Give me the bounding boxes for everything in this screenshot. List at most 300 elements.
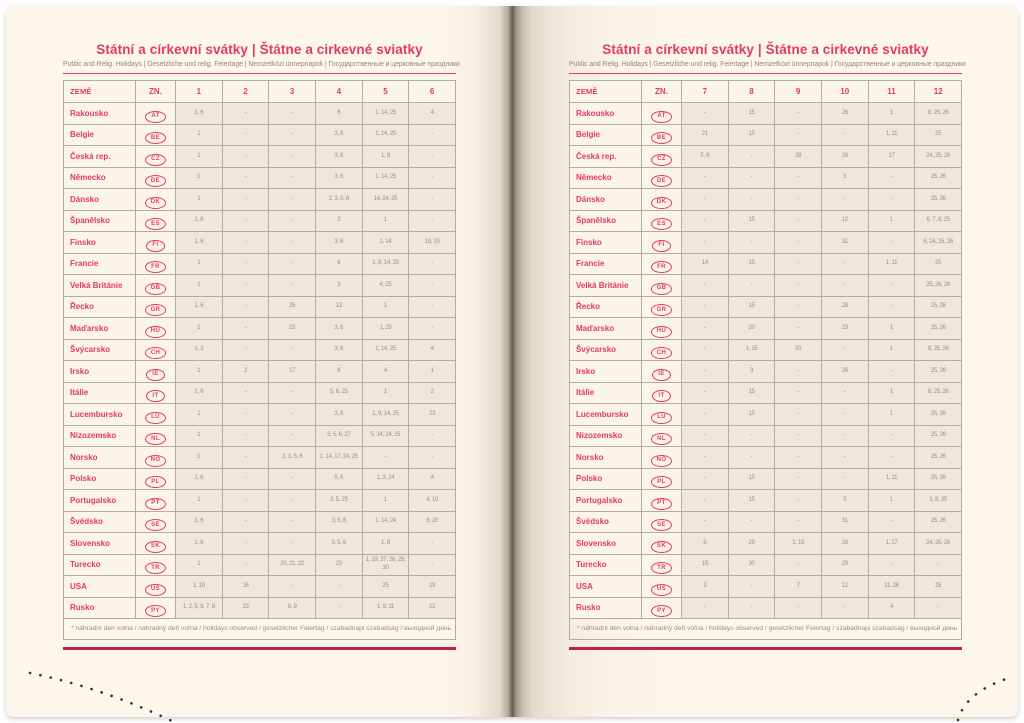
holiday-days-cell: -	[775, 382, 822, 404]
table-row	[570, 597, 962, 619]
holiday-days-cell: -	[868, 167, 915, 189]
holiday-days-cell: -	[682, 468, 729, 490]
holiday-days-cell: -	[409, 554, 456, 576]
holiday-days-cell: 6	[315, 253, 362, 275]
holiday-days-cell: 15	[728, 468, 775, 490]
footnote: * náhradní den volna / náhradný deň voľna / holidays observed / gesetzlicher Feiertag / szabadnapi szabadság / выходной день	[63, 618, 456, 640]
holiday-days-cell: 11, 26	[868, 576, 915, 598]
holiday-days-cell: 1	[176, 167, 223, 189]
holiday-days-cell: 17	[868, 146, 915, 168]
holiday-days-cell: 25, 26	[915, 511, 962, 533]
table-row	[64, 275, 456, 297]
country-code-cell	[642, 597, 682, 619]
country-name: Nizozemsko	[570, 425, 642, 447]
country-code-cell	[642, 554, 682, 576]
holiday-days-cell: 3, 6	[315, 232, 362, 254]
table-row	[570, 253, 962, 275]
holiday-days-cell: 1, 14, 25	[362, 339, 409, 361]
holiday-days-cell: -	[682, 189, 729, 211]
page-subtitle: Public and Relig. Holidays | Gesetzliche und relig. Feiertage | Nemzetközi ünnepnapok | Государственные и церковные праздники	[63, 61, 456, 74]
holiday-days-cell: 28	[821, 533, 868, 555]
holiday-days-cell: 3	[315, 210, 362, 232]
table-body	[64, 103, 456, 619]
holiday-days-cell: 15	[269, 318, 316, 340]
holiday-days-cell: 25, 26	[915, 189, 962, 211]
holiday-days-cell: -	[682, 447, 729, 469]
table-row	[64, 576, 456, 598]
holiday-days-cell: 3, 6	[315, 318, 362, 340]
table-row	[64, 554, 456, 576]
country-code-cell	[642, 425, 682, 447]
holiday-days-cell: -	[682, 511, 729, 533]
country-name: Lucembursko	[570, 404, 642, 426]
country-code-cell	[642, 468, 682, 490]
column-header-month-1: 1	[176, 81, 223, 103]
table-row	[570, 124, 962, 146]
holiday-days-cell: 1	[176, 275, 223, 297]
holiday-days-cell: -	[775, 275, 822, 297]
country-name: Nizozemsko	[64, 425, 136, 447]
country-name: Francie	[64, 253, 136, 275]
table-row	[570, 490, 962, 512]
holiday-days-cell: 23	[409, 404, 456, 426]
holiday-days-cell: -	[775, 468, 822, 490]
page-right	[512, 6, 1018, 717]
table-row	[64, 318, 456, 340]
holiday-days-cell: 1	[362, 210, 409, 232]
holiday-days-cell: -	[362, 447, 409, 469]
country-name: Polsko	[570, 468, 642, 490]
holiday-days-cell: 5, 6, 25	[315, 382, 362, 404]
holiday-days-cell: 4	[409, 468, 456, 490]
country-code-badge: CZ	[651, 154, 672, 166]
table-row	[64, 210, 456, 232]
holiday-days-cell: -	[222, 232, 269, 254]
holiday-days-cell: 25, 26	[915, 447, 962, 469]
country-name: Maďarsko	[64, 318, 136, 340]
holiday-days-cell: -	[775, 361, 822, 383]
holiday-days-cell: -	[269, 210, 316, 232]
holiday-days-cell: -	[775, 511, 822, 533]
table-row	[64, 146, 456, 168]
country-code-cell	[136, 146, 176, 168]
holiday-days-cell: 15	[728, 404, 775, 426]
holiday-days-cell: -	[775, 404, 822, 426]
table-row	[570, 554, 962, 576]
table-row	[570, 318, 962, 340]
country-code-badge: NL	[651, 433, 672, 445]
country-code-badge: FR	[651, 261, 672, 273]
holiday-days-cell: 25	[915, 576, 962, 598]
country-code-badge: PT	[651, 498, 671, 510]
table-row	[64, 296, 456, 318]
holiday-days-cell: -	[222, 253, 269, 275]
holiday-days-cell: 25	[362, 576, 409, 598]
holiday-days-cell: 31	[821, 232, 868, 254]
holiday-days-cell: -	[409, 124, 456, 146]
holiday-days-cell: -	[915, 554, 962, 576]
country-code-cell	[642, 296, 682, 318]
holiday-days-cell: 1, 25	[362, 318, 409, 340]
holiday-days-cell: -	[222, 210, 269, 232]
table-row	[64, 103, 456, 125]
holiday-days-cell: 15	[728, 490, 775, 512]
holiday-days-cell: 6, 24, 25, 26	[915, 232, 962, 254]
holiday-days-cell: -	[821, 253, 868, 275]
page-right-content	[512, 6, 1018, 650]
holiday-days-cell: 1	[176, 189, 223, 211]
holiday-days-cell: 1	[176, 146, 223, 168]
holiday-days-cell: -	[269, 533, 316, 555]
country-code-cell	[136, 296, 176, 318]
country-code-badge: PT	[145, 498, 165, 510]
holiday-days-cell: 5, 14, 24, 25	[362, 425, 409, 447]
holiday-days-cell: 30	[728, 554, 775, 576]
holiday-days-cell: -	[682, 103, 729, 125]
table-row	[570, 533, 962, 555]
holiday-days-cell: -	[315, 597, 362, 619]
country-name: Slovensko	[570, 533, 642, 555]
country-code-badge: FI	[652, 240, 670, 252]
holiday-days-cell: 2, 3, 5, 6	[315, 189, 362, 211]
holiday-days-cell: 1, 9, 11	[362, 597, 409, 619]
holiday-days-cell: -	[269, 382, 316, 404]
holiday-days-cell: -	[682, 275, 729, 297]
holiday-days-cell: -	[222, 103, 269, 125]
country-code-badge: AT	[651, 111, 671, 123]
holiday-days-cell: 6	[315, 361, 362, 383]
country-name: Rusko	[570, 597, 642, 619]
country-name: Slovensko	[64, 533, 136, 555]
country-code-badge: TR	[145, 562, 166, 574]
holiday-days-cell: -	[868, 425, 915, 447]
holiday-days-cell: -	[775, 318, 822, 340]
table-row	[570, 146, 962, 168]
country-code-badge: GB	[651, 283, 673, 295]
holiday-days-cell: 25, 26	[915, 404, 962, 426]
country-name: Belgie	[64, 124, 136, 146]
holiday-days-cell: -	[269, 576, 316, 598]
holiday-days-cell: 1, 2, 5, 6, 7, 8	[176, 597, 223, 619]
country-name: Švédsko	[570, 511, 642, 533]
holiday-days-cell: -	[222, 533, 269, 555]
column-header-month-3: 3	[269, 81, 316, 103]
holiday-days-cell: -	[409, 275, 456, 297]
country-code-badge: SK	[145, 541, 166, 553]
country-code-badge: PL	[145, 476, 165, 488]
holiday-days-cell: -	[222, 318, 269, 340]
country-code-cell	[136, 597, 176, 619]
country-code-cell	[136, 189, 176, 211]
country-code-badge: IE	[146, 369, 164, 381]
holiday-days-cell: 1, 6	[176, 296, 223, 318]
country-code-badge: TR	[651, 562, 672, 574]
country-code-cell	[136, 404, 176, 426]
table-row	[64, 511, 456, 533]
holiday-days-cell: 20	[728, 318, 775, 340]
country-code-cell	[642, 232, 682, 254]
country-code-badge: PY	[145, 605, 166, 617]
holiday-days-cell: -	[682, 425, 729, 447]
table-row	[64, 404, 456, 426]
holiday-days-cell: 5, 6	[682, 146, 729, 168]
country-code-badge: SE	[651, 519, 672, 531]
holiday-days-cell: 15	[728, 210, 775, 232]
holiday-days-cell: 21	[682, 124, 729, 146]
country-code-cell	[136, 382, 176, 404]
holiday-days-cell: -	[682, 339, 729, 361]
holiday-days-cell: 4	[409, 103, 456, 125]
table-header	[64, 81, 456, 103]
holiday-days-cell: -	[269, 511, 316, 533]
holiday-days-cell: -	[775, 103, 822, 125]
holiday-days-cell: -	[222, 404, 269, 426]
country-code-badge: GR	[145, 304, 167, 316]
country-code-badge: GB	[145, 283, 167, 295]
country-name: Dánsko	[64, 189, 136, 211]
country-name: Rakousko	[570, 103, 642, 125]
country-name: Itálie	[64, 382, 136, 404]
country-code-badge: ES	[145, 218, 166, 230]
table-row	[570, 511, 962, 533]
holiday-days-cell: 2	[409, 382, 456, 404]
holiday-days-cell: 4	[409, 339, 456, 361]
holiday-days-cell: 1	[362, 382, 409, 404]
country-code-cell	[136, 447, 176, 469]
holiday-days-cell: 25, 26	[915, 425, 962, 447]
country-name: Španělsko	[64, 210, 136, 232]
holiday-days-cell: -	[409, 296, 456, 318]
holiday-days-cell: 8, 25, 26	[915, 382, 962, 404]
holiday-days-cell: 17	[269, 361, 316, 383]
holiday-days-cell: 1, 8, 25	[915, 490, 962, 512]
table-row	[64, 189, 456, 211]
country-name: Řecko	[570, 296, 642, 318]
holiday-days-cell: 1, 14, 25	[362, 103, 409, 125]
table-row	[570, 210, 962, 232]
table-header	[570, 81, 962, 103]
holiday-days-cell: 15	[682, 554, 729, 576]
country-code-badge: US	[651, 584, 672, 596]
holiday-days-cell: 1, 14, 24	[362, 511, 409, 533]
holiday-days-cell: 15	[728, 296, 775, 318]
holiday-days-cell: -	[409, 146, 456, 168]
table-row	[64, 232, 456, 254]
holiday-days-cell: -	[682, 232, 729, 254]
country-code-cell	[136, 576, 176, 598]
holiday-days-cell: 1, 6	[176, 468, 223, 490]
holiday-days-cell: 1	[176, 425, 223, 447]
holiday-days-cell: 1, 11	[868, 124, 915, 146]
holiday-days-cell: 3	[682, 576, 729, 598]
holiday-days-cell: -	[821, 468, 868, 490]
country-code-cell	[136, 210, 176, 232]
country-code-cell	[136, 232, 176, 254]
holiday-days-cell: 29	[821, 554, 868, 576]
holiday-days-cell: -	[728, 425, 775, 447]
holiday-days-cell: -	[222, 296, 269, 318]
holiday-days-cell: 1, 14	[362, 232, 409, 254]
country-name: Řecko	[64, 296, 136, 318]
holiday-days-cell: 1	[868, 382, 915, 404]
country-name: Norsko	[570, 447, 642, 469]
country-name: Španělsko	[570, 210, 642, 232]
holiday-days-cell: -	[682, 404, 729, 426]
holiday-days-cell: -	[269, 189, 316, 211]
holiday-days-cell: -	[728, 447, 775, 469]
holiday-days-cell: -	[868, 361, 915, 383]
holiday-days-cell: -	[222, 382, 269, 404]
holiday-days-cell: -	[222, 511, 269, 533]
holiday-days-cell: 25, 26	[915, 318, 962, 340]
country-name: Německo	[570, 167, 642, 189]
country-code-badge: HU	[651, 326, 672, 338]
holiday-days-cell: 1, 8	[362, 533, 409, 555]
country-code-badge: IT	[146, 390, 164, 402]
holiday-days-cell: 28	[821, 146, 868, 168]
holiday-days-cell: 4, 10	[409, 490, 456, 512]
holiday-days-cell: 3, 6	[315, 339, 362, 361]
footnote: * náhradní den volna / náhradný deň voľna / holidays observed / gesetzlicher Feiertag / szabadnapi szabadság / выходной день	[569, 618, 962, 640]
holiday-days-cell: -	[775, 296, 822, 318]
column-header-month-9: 9	[775, 81, 822, 103]
country-code-cell	[136, 468, 176, 490]
table-row	[570, 189, 962, 211]
table-row	[64, 425, 456, 447]
country-code-cell	[642, 189, 682, 211]
holiday-days-cell: -	[409, 210, 456, 232]
country-code-cell	[642, 339, 682, 361]
column-header-code: ZN.	[136, 81, 176, 103]
holiday-days-cell: 1	[362, 490, 409, 512]
table-row	[64, 361, 456, 383]
country-code-cell	[136, 167, 176, 189]
holiday-days-cell: -	[269, 232, 316, 254]
holiday-days-cell: -	[682, 490, 729, 512]
table-body	[570, 103, 962, 619]
holiday-days-cell: -	[728, 275, 775, 297]
country-code-badge: US	[145, 584, 166, 596]
country-code-cell	[136, 253, 176, 275]
table-row	[64, 253, 456, 275]
holiday-days-cell: -	[868, 554, 915, 576]
holiday-days-cell: -	[728, 511, 775, 533]
table-row	[64, 597, 456, 619]
holiday-days-cell: 1, 11	[868, 468, 915, 490]
holiday-days-cell: 8, 25, 26	[915, 103, 962, 125]
country-name: Irsko	[64, 361, 136, 383]
holiday-days-cell: -	[868, 447, 915, 469]
country-code-badge: LU	[145, 412, 166, 424]
holiday-days-cell: -	[821, 425, 868, 447]
holiday-days-cell: 15	[728, 124, 775, 146]
column-header-month-5: 5	[362, 81, 409, 103]
holiday-days-cell: -	[682, 318, 729, 340]
country-name: Belgie	[570, 124, 642, 146]
country-code-cell	[642, 533, 682, 555]
holiday-days-cell: -	[728, 576, 775, 598]
country-code-cell	[136, 554, 176, 576]
country-code-cell	[642, 253, 682, 275]
holiday-days-cell: 12	[821, 210, 868, 232]
table-row	[64, 490, 456, 512]
holiday-days-cell: 15	[728, 382, 775, 404]
holiday-days-cell: 1	[362, 296, 409, 318]
holiday-days-cell: 3, 6	[315, 124, 362, 146]
holiday-days-cell: 1	[868, 318, 915, 340]
country-code-cell	[136, 275, 176, 297]
holiday-days-cell: 1, 8	[362, 146, 409, 168]
holiday-days-cell: 23	[821, 318, 868, 340]
country-name: Švýcarsko	[570, 339, 642, 361]
holiday-days-cell: -	[222, 554, 269, 576]
holiday-days-cell: 19, 20	[409, 232, 456, 254]
holiday-days-cell: 1, 3, 24	[362, 468, 409, 490]
holiday-days-cell: 23	[315, 554, 362, 576]
holiday-days-cell: -	[269, 124, 316, 146]
table-row	[570, 167, 962, 189]
holiday-days-cell: -	[315, 576, 362, 598]
holiday-days-cell: 1	[868, 490, 915, 512]
holiday-days-cell: -	[269, 167, 316, 189]
holiday-days-cell: -	[222, 490, 269, 512]
country-code-badge: LU	[651, 412, 672, 424]
country-name: Velká Británie	[64, 275, 136, 297]
table-row	[64, 468, 456, 490]
holidays-table-months-7-12	[569, 80, 962, 619]
country-name: Finsko	[64, 232, 136, 254]
holiday-days-cell: 3, 5, 6	[315, 533, 362, 555]
holiday-days-cell: -	[728, 232, 775, 254]
country-code-badge: BE	[145, 132, 166, 144]
holiday-days-cell: 1	[868, 404, 915, 426]
holiday-days-cell: 1	[868, 339, 915, 361]
country-code-badge: SE	[145, 519, 166, 531]
holiday-days-cell: -	[821, 597, 868, 619]
country-code-cell	[642, 382, 682, 404]
holiday-days-cell: -	[222, 425, 269, 447]
holiday-days-cell: -	[682, 296, 729, 318]
country-name: Portugalsko	[570, 490, 642, 512]
holiday-days-cell: 1	[176, 124, 223, 146]
holiday-days-cell: 31	[821, 511, 868, 533]
holiday-days-cell: 1	[176, 554, 223, 576]
holiday-days-cell: 3, 6	[315, 146, 362, 168]
page-subtitle: Public and Relig. Holidays | Gesetzliche und relig. Feiertage | Nemzetközi ünnepnapok | Государственные и церковные праздники	[569, 61, 962, 74]
holiday-days-cell: -	[409, 533, 456, 555]
holiday-days-cell: 16	[222, 576, 269, 598]
holiday-days-cell: -	[868, 296, 915, 318]
holiday-days-cell: 1	[176, 447, 223, 469]
holiday-days-cell: -	[269, 253, 316, 275]
holiday-days-cell: 4	[362, 361, 409, 383]
table-row	[570, 425, 962, 447]
country-name: Turecko	[64, 554, 136, 576]
country-code-badge: PY	[651, 605, 672, 617]
country-code-cell	[642, 576, 682, 598]
country-code-badge: PL	[651, 476, 671, 488]
country-code-badge: CH	[145, 347, 166, 359]
holiday-days-cell: 12	[821, 576, 868, 598]
holiday-days-cell: 25, 26	[915, 167, 962, 189]
country-code-cell	[136, 490, 176, 512]
holiday-days-cell: 3, 6	[315, 404, 362, 426]
holiday-days-cell: 28	[775, 146, 822, 168]
holiday-days-cell: 15	[728, 253, 775, 275]
holiday-days-cell: -	[821, 275, 868, 297]
holiday-days-cell: 1, 14, 17, 24, 25	[315, 447, 362, 469]
table-row	[64, 382, 456, 404]
